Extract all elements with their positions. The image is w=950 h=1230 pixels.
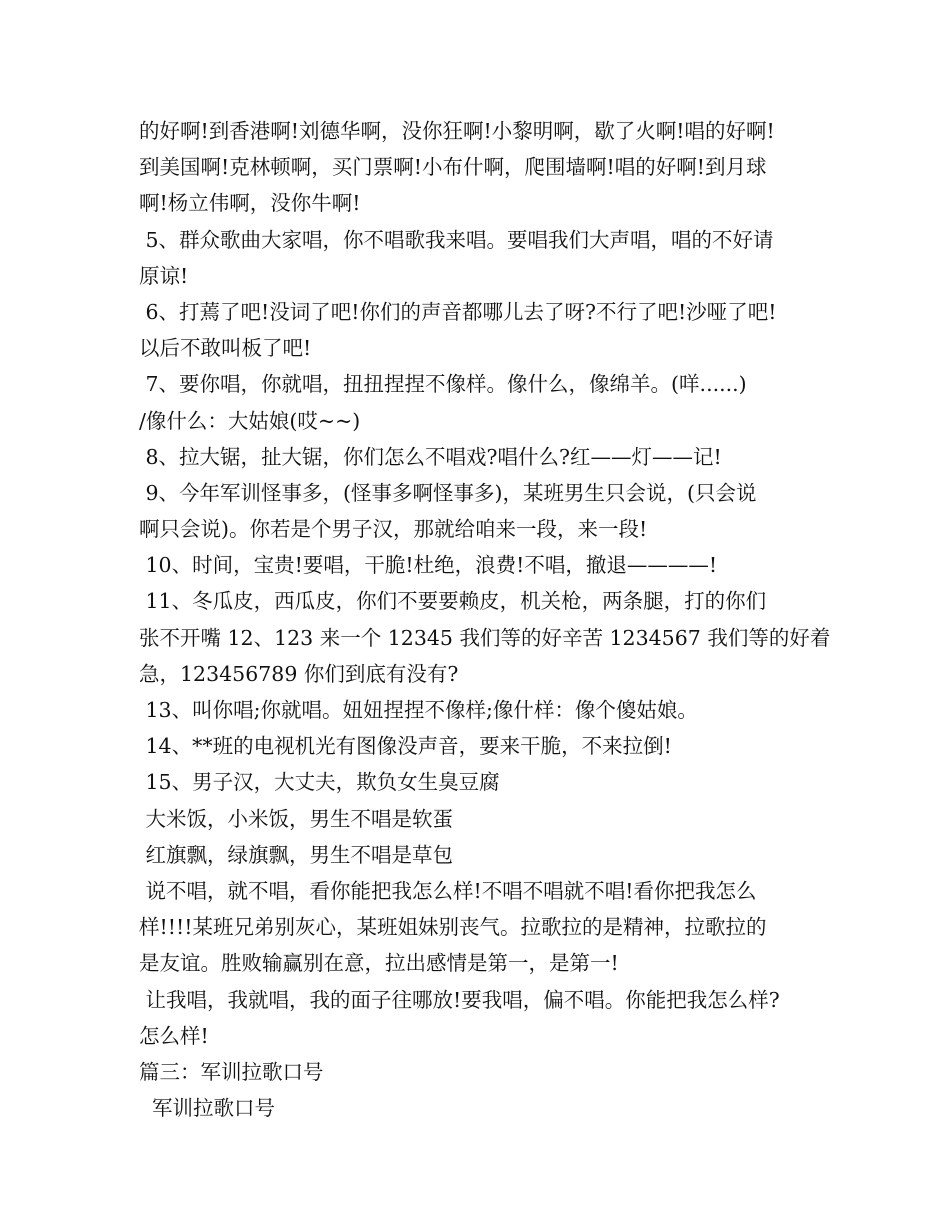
text-line: 8、拉大锯，扯大锯，你们怎么不唱戏?唱什么?红——灯——记! [139,444,722,469]
text-line: 15、男子汉，大丈夫，欺负女生臭豆腐 [139,770,500,795]
text-line: 到美国啊!克林顿啊，买门票啊!小布什啊，爬围墙啊!唱的好啊!到月球 [139,155,767,180]
text-line: 以后不敢叫板了吧! [139,336,312,361]
text-line: 啊只会说)。你若是个男子汉，那就给咱来一段，来一段! [139,517,648,542]
text-line: 样!!!!某班兄弟别灰心，某班姐妹别丧气。拉歌拉的是精神，拉歌拉的 [139,915,767,940]
section-heading: 篇三：军训拉歌口号 [139,1059,324,1084]
text-line: 11、冬瓜皮，西瓜皮，你们不要要赖皮，机关枪，两条腿，打的你们 [139,589,767,614]
text-line: 张不开嘴 12、123 来一个 12345 我们等的好辛苦 1234567 我们等的好着 [139,625,831,650]
text-line: 让我唱，我就唱，我的面子往哪放!要我唱，偏不唱。你能把我怎么样? [139,987,780,1012]
text-line: 14、**班的电视机光有图像没声音，要来干脆，不来拉倒! [139,734,672,759]
text-line: 13、叫你唱;你就唱。妞妞捏捏不像样;像什样：像个傻姑娘。 [139,698,698,722]
text-line: 红旗飘，绿旗飘，男生不唱是草包 [139,842,454,867]
text-line: 急，123456789 你们到底有没有? [139,661,459,686]
text-line: 7、要你唱，你就唱，扭扭捏捏不像样。像什么，像绵羊。(咩......) [139,372,747,397]
text-line: 6、打蔫了吧!没词了吧!你们的声音都哪儿去了呀?不行了吧!沙哑了吧! [139,299,777,324]
text-line: 说不唱，就不唱，看你能把我怎么样!不唱不唱就不唱!看你把我怎么 [139,878,757,903]
text-line: 怎么样! [139,1023,209,1048]
text-line: 5、群众歌曲大家唱，你不唱歌我来唱。要唱我们大声唱，唱的不好请 [139,227,774,252]
text-line: 原谅! [139,263,189,288]
text-line: 啊!杨立伟啊，没你牛啊! [139,191,361,216]
text-line: 10、时间，宝贵!要唱，干脆!杜绝，浪费!不唱，撤退————! [139,553,718,578]
document-body [139,113,829,1126]
text-line: 大米饭，小米饭，男生不唱是软蛋 [139,806,454,831]
text-line: 是友谊。胜败输赢别在意，拉出感情是第一，是第一! [139,951,619,976]
section-subtitle: 军训拉歌口号 [139,1096,276,1121]
text-line: 9、今年军训怪事多，(怪事多啊怪事多)，某班男生只会说，(只会说 [139,480,757,505]
text-line: /像什么：大姑娘(哎~~) [139,408,361,433]
text-line: 的好啊!到香港啊!刘德华啊，没你狂啊!小黎明啊，歇了火啊!唱的好啊! [139,119,775,143]
